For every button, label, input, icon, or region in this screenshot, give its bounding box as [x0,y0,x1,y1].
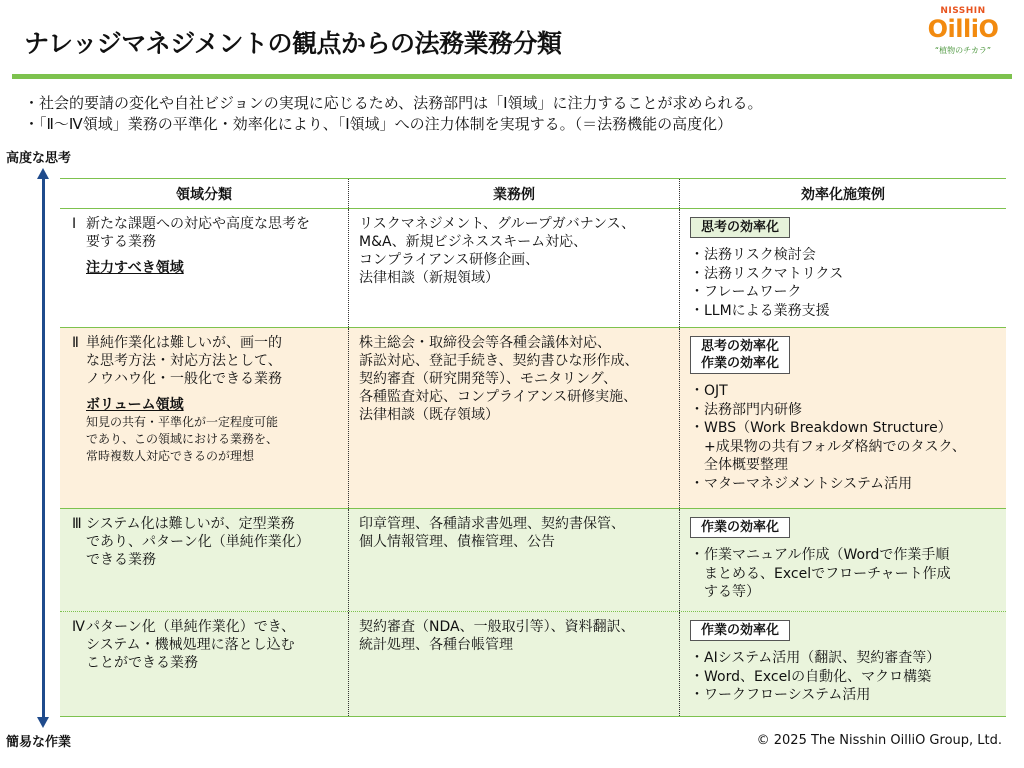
table-header [60,178,1006,209]
row-2-measure-1: ・OJT [690,383,728,399]
row-2-measures [679,328,1006,508]
row-1-measure-3: ・フレームワーク [690,284,802,300]
row-1-tag [690,217,790,238]
row-1-label: 注力すべき領域 [86,260,184,276]
logo-tagline: “植物のチカラ” [934,46,992,55]
row-2-category-line-3: ノウハウ化・一般化できる業務 [86,371,282,387]
row-4-tag [690,620,790,641]
copyright-text: © 2025 The Nisshin OilliO Group, Ltd. [756,733,1002,748]
row-1-example-1: リスクマネジメント、グループガバナンス、 [359,216,636,232]
row-2-measure-5: 全体概要整理 [690,457,788,473]
bullet-1: ・社会的要請の変化や自社ビジョンの実現に応じるため、法務部門は「Ⅰ領域」に注力することが求められる。 [24,94,763,112]
axis-top-label: 高度な思考 [6,151,72,166]
row-2-tag-line-2: 作業の効率化 [701,356,780,371]
row-3-category-line-2: であり、パターン化（単純作業化） [86,534,310,550]
row-2-tag [690,336,790,374]
header-category: 領域分類 [176,186,232,203]
row-2-desc-1: 知見の共有・平準化が一定程度可能 [86,415,279,429]
row-2-examples [348,328,679,508]
row-1-measure-1: ・法務リスク検討会 [690,247,816,263]
page-title: ナレッジマネジメントの観点からの法務業務分類 [24,29,562,58]
row-2-example-3: 契約審査（研究開発等）、モニタリング、 [359,371,618,387]
row-2-measure-3: ・WBS（Work Breakdown Structure） [690,420,952,436]
row-1-category-line-2: 要する業務 [86,234,156,250]
row-4-measure-2: ・Word、Excelの自動化、マクロ構築 [690,668,932,685]
row-4-examples [348,612,679,716]
row-3-measure-3: する等） [690,584,760,600]
row-3-num: Ⅲ [72,516,82,532]
row-4-measures [679,612,1006,716]
row-2-category-line-2: な思考方法・対応方法として、 [86,353,282,369]
table-row-4 [60,612,1006,717]
logo-wordmark: OilliO [927,15,999,43]
row-4-measure-3: ・ワークフローシステム活用 [690,687,871,703]
row-1-example-3: コンプライアンス研修企画、 [359,252,540,268]
row-2-example-5: 法律相談（既存領域） [359,407,499,423]
row-3-measures [679,509,1006,611]
row-3-examples [348,509,679,611]
logo-top-text: NISSHIN [940,6,986,16]
row-2-desc-3: 常時複数人対応できるのが理想 [86,449,255,463]
row-1-example-2: M&A、新規ビジネススキーム対応、 [359,234,588,250]
row-3-example-2: 個人情報管理、債権管理、公告 [359,534,555,550]
row-1-tag-line-1: 思考の効率化 [701,220,780,235]
row-4-example-1: 契約審査（NDA、一般取引等）、資料翻訳、 [359,619,635,635]
table-row-3 [60,509,1006,612]
row-4-measure-1: ・AIシステム活用（翻訳、契約審査等） [690,650,941,666]
summary-bullets [24,93,1004,135]
row-3-measure-1: ・作業マニュアル作成（Wordで作業手順 [690,547,950,563]
row-1-category-line-1: 新たな課題への対応や高度な思考を [86,216,310,232]
row-1-measure-2: ・法務リスクマトリクス [690,265,844,282]
row-1-category [60,209,348,327]
row-4-category-line-1: パターン化（単純作業化）でき、 [86,619,296,635]
row-2-category-line-1: 単純作業化は難しいが、画一的 [86,335,282,351]
classification-table [60,178,1006,717]
company-logo [922,6,1004,56]
row-2-tag-line-1: 思考の効率化 [701,339,780,354]
row-4-tag-line-1: 作業の効率化 [701,623,780,638]
row-1-num: Ⅰ [72,216,77,232]
row-2-example-1: 株主総会・取締役会等各種会議体対応、 [359,335,611,351]
row-4-example-2: 統計処理、各種台帳管理 [359,637,513,653]
row-1-measures [679,209,1006,327]
table-row-1 [60,209,1006,328]
header-examples: 業務例 [348,179,679,208]
row-3-example-1: 印章管理、各種請求書処理、契約書保管、 [359,516,625,532]
row-2-desc-2: であり、この領域における業務を、 [86,432,279,446]
row-4-category [60,612,348,716]
row-2-measure-2: ・法務部門内研修 [690,401,802,418]
row-2-label: ボリューム領域 [86,397,184,413]
row-3-measure-2: まとめる、Excelでフローチャート作成 [690,565,951,582]
bullet-2: ・「Ⅱ～Ⅳ領域」業務の平準化・効率化により、「Ⅰ領域」への注力体制を実現する。（＝法務機能の高度化） [24,115,733,133]
table-row-2 [60,328,1006,509]
header-measures: 効率化施策例 [679,179,1006,208]
row-2-measure-4: +成果物の共有フォルダ格納でのタスク、 [690,438,966,455]
row-3-category [60,509,348,611]
row-1-example-4: 法律相談（新規領域） [359,270,499,286]
row-2-example-4: 各種監査対応、コンプライアンス研修実施、 [359,389,638,405]
row-3-tag-line-1: 作業の効率化 [701,520,780,535]
row-4-category-line-2: システム・機械処理に落とし込む [86,637,295,653]
row-2-description [86,414,340,465]
title-underline [12,74,1012,79]
row-2-category [60,328,348,508]
row-4-num: Ⅳ [72,619,85,635]
row-2-num: Ⅱ [72,335,79,351]
arrow-down-icon [37,717,49,728]
row-1-measure-4: ・LLMによる業務支援 [690,302,830,319]
axis-bottom-label: 簡易な作業 [6,735,72,750]
row-1-examples [348,209,679,327]
row-2-example-2: 訴訟対応、登記手続き、契約書ひな形作成、 [359,353,639,369]
vertical-axis-line [42,176,45,722]
row-3-category-line-3: できる業務 [86,552,156,568]
row-3-category-line-1: システム化は難しいが、定型業務 [86,516,295,532]
row-3-tag [690,517,790,538]
row-2-measure-6: ・マターマネジメントシステム活用 [690,475,913,492]
row-4-category-line-3: ことができる業務 [86,655,198,671]
